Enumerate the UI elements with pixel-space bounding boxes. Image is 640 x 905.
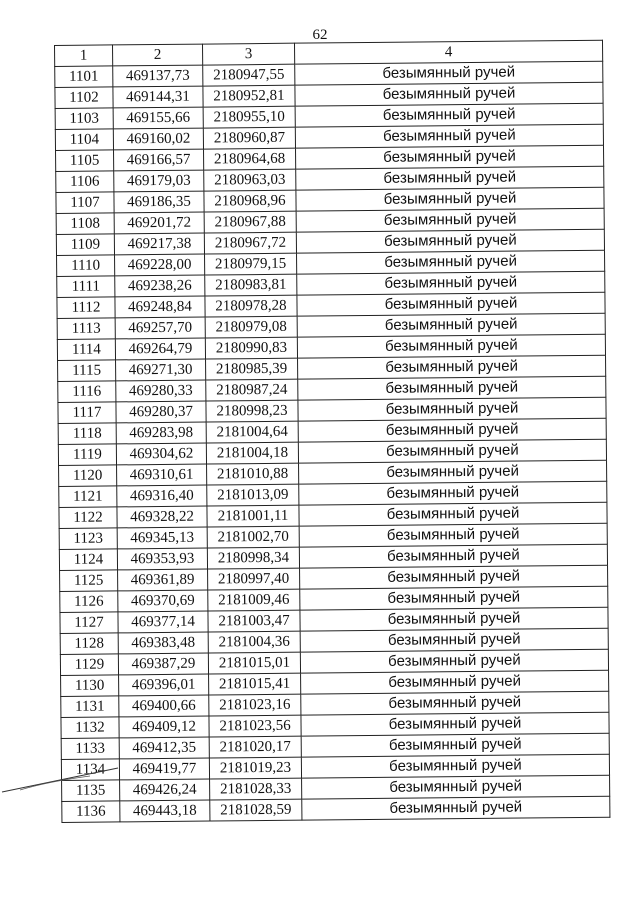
- y-coordinate-cell: 2180978,28: [205, 295, 297, 317]
- y-coordinate-cell: 2181009,46: [208, 589, 300, 611]
- page-number: 62: [312, 27, 328, 43]
- row-number-cell: 1101: [55, 66, 113, 88]
- y-coordinate-cell: 2181023,56: [209, 715, 301, 737]
- description-cell: безымянный ручей: [302, 775, 610, 799]
- y-coordinate-cell: 2180979,08: [205, 316, 297, 338]
- handwritten-pen-stroke: [0, 760, 140, 810]
- x-coordinate-cell: 469316,40: [117, 485, 207, 507]
- x-coordinate-cell: 469396,01: [119, 674, 209, 696]
- row-number-cell: 1122: [59, 507, 117, 529]
- x-coordinate-cell: 469201,72: [114, 212, 204, 234]
- y-coordinate-cell: 2181028,33: [210, 778, 302, 800]
- row-number-cell: 1112: [57, 297, 115, 319]
- row-number-cell: 1103: [55, 108, 113, 130]
- description-cell: безымянный ручей: [296, 229, 604, 253]
- description-cell: безымянный ручей: [301, 712, 609, 736]
- row-number-cell: 1130: [61, 675, 119, 697]
- row-number-cell: 1132: [61, 717, 119, 739]
- description-cell: безымянный ручей: [298, 418, 606, 442]
- description-cell: безымянный ручей: [301, 691, 609, 715]
- description-cell: безымянный ручей: [299, 460, 607, 484]
- x-coordinate-cell: 469345,13: [117, 527, 207, 549]
- x-coordinate-cell: 469217,38: [114, 233, 204, 255]
- description-cell: безымянный ручей: [298, 439, 606, 463]
- y-coordinate-cell: 2180967,88: [204, 211, 296, 233]
- description-cell: безымянный ручей: [297, 313, 605, 337]
- row-number-cell: 1131: [61, 696, 119, 718]
- x-coordinate-cell: 469137,73: [113, 65, 203, 87]
- description-cell: безымянный ручей: [295, 103, 603, 127]
- x-coordinate-cell: 469248,84: [115, 296, 205, 318]
- y-coordinate-cell: 2180987,24: [206, 379, 298, 401]
- y-coordinate-cell: 2180960,87: [203, 127, 295, 149]
- y-coordinate-cell: 2180963,03: [204, 169, 296, 191]
- y-coordinate-cell: 2180979,15: [205, 253, 297, 275]
- x-coordinate-cell: 469166,57: [114, 149, 204, 171]
- description-cell: безымянный ручей: [301, 670, 609, 694]
- y-coordinate-cell: 2181013,09: [207, 484, 299, 506]
- y-coordinate-cell: 2181010,88: [207, 463, 299, 485]
- x-coordinate-cell: 469383,48: [118, 632, 208, 654]
- description-cell: безымянный ручей: [299, 502, 607, 526]
- y-coordinate-cell: 2180964,68: [204, 148, 296, 170]
- table-body: [55, 61, 610, 822]
- x-coordinate-cell: 469387,29: [118, 653, 208, 675]
- row-number-cell: 1109: [56, 234, 114, 256]
- row-number-cell: 1107: [56, 192, 114, 214]
- description-cell: безымянный ручей: [302, 796, 610, 820]
- x-coordinate-cell: 469419,77: [119, 758, 209, 780]
- row-number-cell: 1114: [57, 339, 115, 361]
- x-coordinate-cell: 469280,37: [116, 401, 206, 423]
- row-number-cell: 1113: [57, 318, 115, 340]
- y-coordinate-cell: 2180985,39: [206, 358, 298, 380]
- description-cell: безымянный ручей: [299, 523, 607, 547]
- y-coordinate-cell: 2180998,23: [206, 400, 298, 422]
- coordinates-table: [54, 40, 610, 823]
- description-cell: безымянный ручей: [299, 544, 607, 568]
- description-cell: безымянный ручей: [296, 208, 604, 232]
- description-cell: безымянный ручей: [297, 292, 605, 316]
- column-header-3: 3: [202, 43, 294, 65]
- description-cell: безымянный ручей: [297, 334, 605, 358]
- x-coordinate-cell: 469377,14: [118, 611, 208, 633]
- x-coordinate-cell: 469238,26: [115, 275, 205, 297]
- x-coordinate-cell: 469155,66: [113, 107, 203, 129]
- x-coordinate-cell: 469426,24: [120, 779, 210, 801]
- x-coordinate-cell: 469179,03: [114, 170, 204, 192]
- y-coordinate-cell: 2181002,70: [207, 526, 299, 548]
- row-number-cell: 1127: [60, 612, 118, 634]
- row-number-cell: 1110: [57, 255, 115, 277]
- row-number-cell: 1104: [55, 129, 113, 151]
- x-coordinate-cell: 469361,89: [118, 569, 208, 591]
- x-coordinate-cell: 469283,98: [116, 422, 206, 444]
- row-number-cell: 1106: [56, 171, 114, 193]
- column-header-4: 4: [294, 40, 602, 64]
- y-coordinate-cell: 2180968,96: [204, 190, 296, 212]
- row-number-cell: 1116: [58, 381, 116, 403]
- row-number-cell: 1123: [59, 528, 117, 550]
- description-cell: безымянный ручей: [297, 250, 605, 274]
- row-number-cell: 1128: [60, 633, 118, 655]
- x-coordinate-cell: 469264,79: [115, 338, 205, 360]
- row-number-cell: 1136: [62, 801, 120, 823]
- row-number-cell: 1108: [56, 213, 114, 235]
- y-coordinate-cell: 2181003,47: [208, 610, 300, 632]
- y-coordinate-cell: 2181020,17: [209, 736, 301, 758]
- description-cell: безымянный ручей: [298, 397, 606, 421]
- row-number-cell: 1135: [62, 780, 120, 802]
- description-cell: безымянный ручей: [300, 649, 608, 673]
- row-number-cell: 1120: [59, 465, 117, 487]
- y-coordinate-cell: 2181028,59: [210, 799, 302, 821]
- y-coordinate-cell: 2180955,10: [203, 106, 295, 128]
- y-coordinate-cell: 2181001,11: [207, 505, 299, 527]
- y-coordinate-cell: 2181004,64: [206, 421, 298, 443]
- row-number-cell: 1126: [60, 591, 118, 613]
- x-coordinate-cell: 469228,00: [115, 254, 205, 276]
- x-coordinate-cell: 469409,12: [119, 716, 209, 738]
- y-coordinate-cell: 2180998,34: [207, 547, 299, 569]
- y-coordinate-cell: 2180952,81: [203, 85, 295, 107]
- row-number-cell: 1124: [59, 549, 117, 571]
- description-cell: безымянный ручей: [299, 481, 607, 505]
- x-coordinate-cell: 469271,30: [116, 359, 206, 381]
- row-number-cell: 1125: [60, 570, 118, 592]
- description-cell: безымянный ручей: [301, 733, 609, 757]
- description-cell: безымянный ручей: [295, 124, 603, 148]
- x-coordinate-cell: 469160,02: [113, 128, 203, 150]
- row-number-cell: 1117: [58, 402, 116, 424]
- x-coordinate-cell: 469412,35: [119, 737, 209, 759]
- x-coordinate-cell: 469370,69: [118, 590, 208, 612]
- x-coordinate-cell: 469257,70: [115, 317, 205, 339]
- description-cell: безымянный ручей: [300, 607, 608, 631]
- row-number-cell: 1105: [56, 150, 114, 172]
- x-coordinate-cell: 469400,66: [119, 695, 209, 717]
- x-coordinate-cell: 469186,35: [114, 191, 204, 213]
- row-number-cell: 1121: [59, 486, 117, 508]
- description-cell: безымянный ручей: [298, 376, 606, 400]
- row-number-cell: 1133: [61, 738, 119, 760]
- description-cell: безымянный ручей: [296, 145, 604, 169]
- row-number-cell: 1102: [55, 87, 113, 109]
- y-coordinate-cell: 2181023,16: [209, 694, 301, 716]
- column-header-1: 1: [55, 45, 113, 67]
- y-coordinate-cell: 2181004,18: [206, 442, 298, 464]
- x-coordinate-cell: 469353,93: [117, 548, 207, 570]
- description-cell: безымянный ручей: [295, 82, 603, 106]
- row-number-cell: 1129: [60, 654, 118, 676]
- description-cell: безымянный ручей: [297, 271, 605, 295]
- row-number-cell: 1118: [58, 423, 116, 445]
- column-header-2: 2: [113, 44, 203, 66]
- description-cell: безымянный ручей: [295, 61, 603, 85]
- y-coordinate-cell: 2180983,81: [205, 274, 297, 296]
- x-coordinate-cell: 469304,62: [116, 443, 206, 465]
- description-cell: безымянный ручей: [300, 565, 608, 589]
- y-coordinate-cell: 2181004,36: [208, 631, 300, 653]
- y-coordinate-cell: 2181019,23: [209, 757, 301, 779]
- row-number-cell: 1111: [57, 276, 115, 298]
- description-cell: безымянный ручей: [298, 355, 606, 379]
- row-number-cell: 1119: [58, 444, 116, 466]
- y-coordinate-cell: 2180997,40: [208, 568, 300, 590]
- description-cell: безымянный ручей: [300, 628, 608, 652]
- y-coordinate-cell: 2181015,01: [208, 652, 300, 674]
- x-coordinate-cell: 469443,18: [120, 800, 210, 822]
- x-coordinate-cell: 469328,22: [117, 506, 207, 528]
- description-cell: безымянный ручей: [296, 187, 604, 211]
- y-coordinate-cell: 2180967,72: [204, 232, 296, 254]
- description-cell: безымянный ручей: [300, 586, 608, 610]
- y-coordinate-cell: 2180947,55: [203, 64, 295, 86]
- row-number-cell: 1115: [58, 360, 116, 382]
- x-coordinate-cell: 469280,33: [116, 380, 206, 402]
- description-cell: безымянный ручей: [301, 754, 609, 778]
- x-coordinate-cell: 469310,61: [117, 464, 207, 486]
- x-coordinate-cell: 469144,31: [113, 86, 203, 108]
- row-number-cell: 1134: [61, 759, 119, 781]
- y-coordinate-cell: 2181015,41: [209, 673, 301, 695]
- description-cell: безымянный ручей: [296, 166, 604, 190]
- y-coordinate-cell: 2180990,83: [205, 337, 297, 359]
